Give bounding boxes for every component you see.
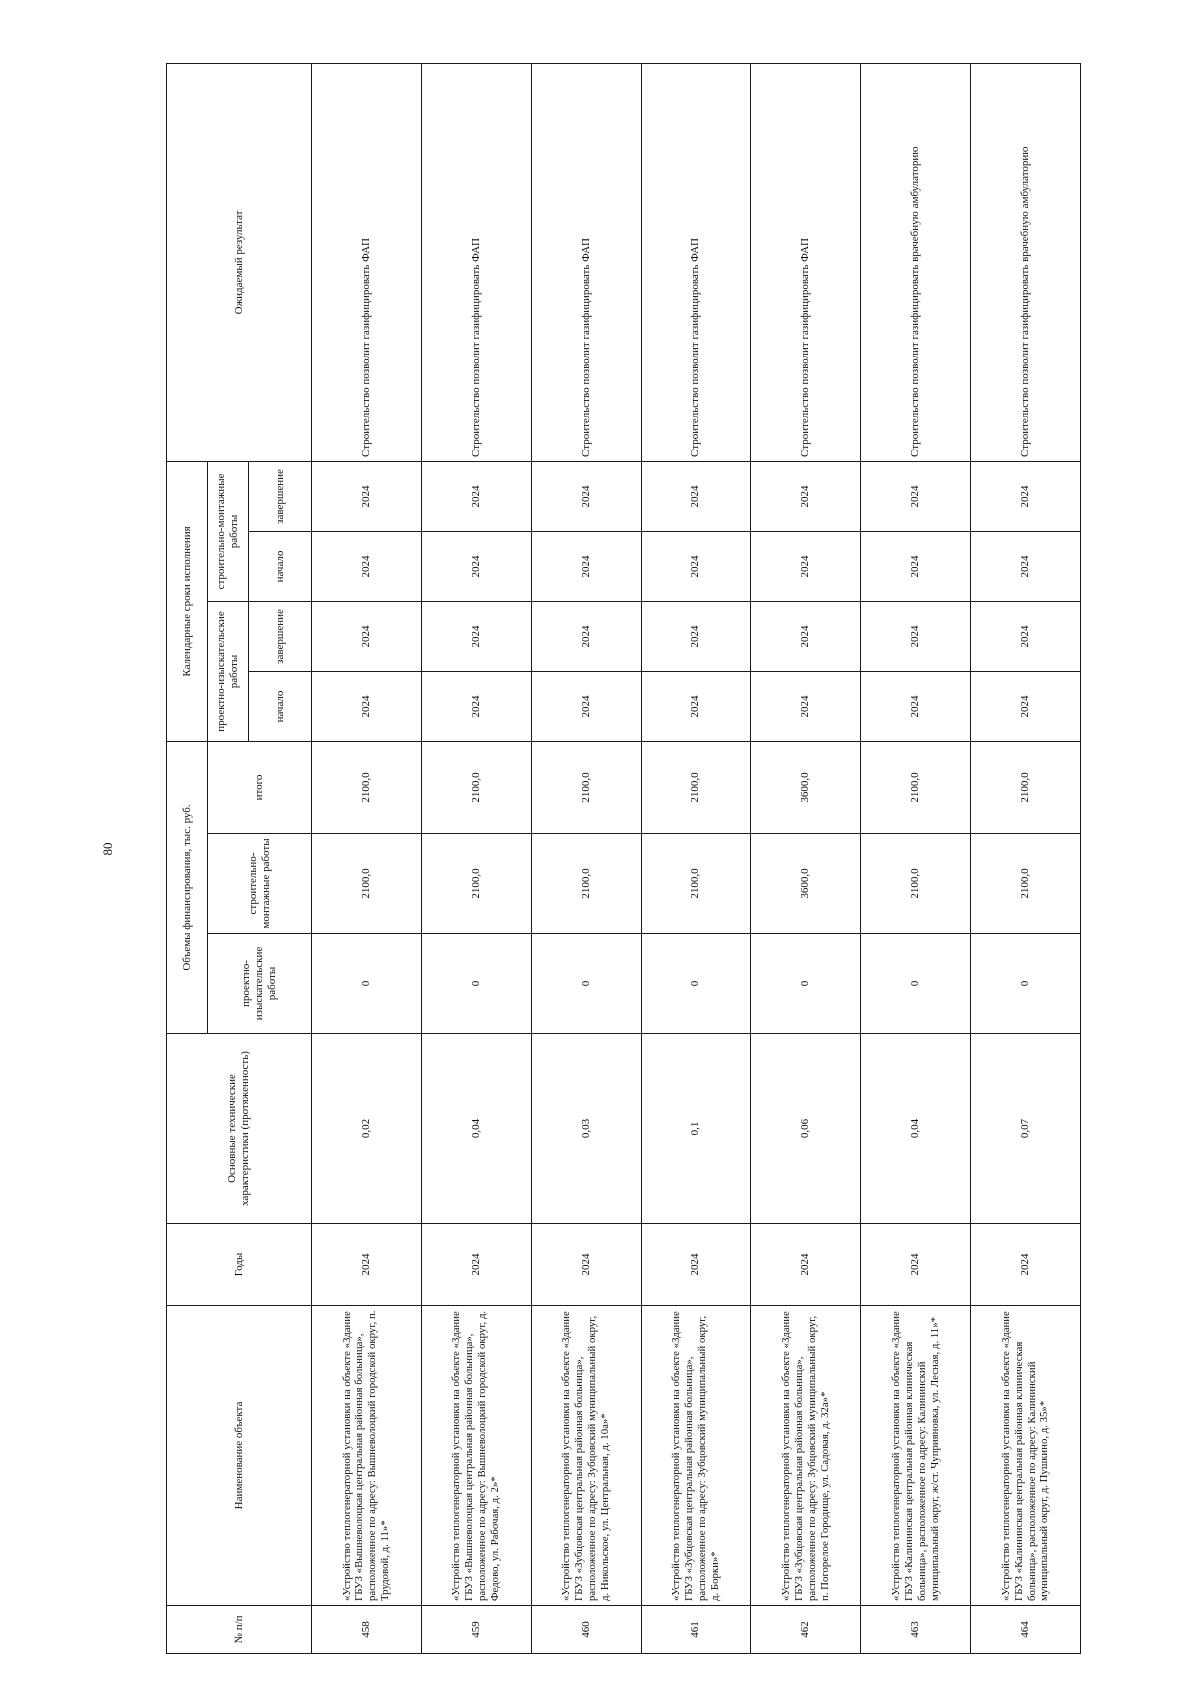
row-year: 2024 (641, 1224, 751, 1306)
row-funding-build: 2100,0 (312, 834, 422, 934)
row-funding-total: 3600,0 (751, 741, 861, 833)
row-name: «Устройство теплогенераторной установки на объекте «Здание ГБУЗ «Зубцовская центральная районная больница», расположенное по адресу: Зубцовский муниципальный округ, д. Никольское, ул. Центральная, д. 10а»* (531, 1306, 641, 1606)
row-result: Строительство позволит газифицировать ФАП (751, 63, 861, 461)
row-funding-build: 2100,0 (531, 834, 641, 934)
header-years: Годы (167, 1224, 312, 1306)
row-num: 464 (971, 1606, 1081, 1654)
row-design-end: 2024 (971, 601, 1081, 671)
row-tech: 0,03 (531, 1034, 641, 1224)
row-design-start: 2024 (641, 671, 751, 741)
row-build-start: 2024 (971, 531, 1081, 601)
header-num: № п/п (167, 1606, 312, 1654)
row-name: «Устройство теплогенераторной установки на объекте «Здание ГБУЗ «Зубцовская центральная районная больница», расположенное по адресу: Зубцовский муниципальный округ, п. Погорелое Городище, ул. Садовая, д. 32а»* (751, 1306, 861, 1606)
table-row (751, 63, 861, 1653)
row-year: 2024 (312, 1224, 422, 1306)
row-tech: 0,06 (751, 1034, 861, 1224)
header-result: Ожидаемый результат (167, 63, 312, 461)
row-funding-build: 2100,0 (421, 834, 531, 934)
row-design-end: 2024 (531, 601, 641, 671)
row-design-start: 2024 (531, 671, 641, 741)
row-design-start: 2024 (312, 671, 422, 741)
row-funding-design: 0 (751, 934, 861, 1034)
header-build-works: строительно-монтажные работы (208, 461, 249, 601)
row-funding-design: 0 (971, 934, 1081, 1034)
row-funding-total: 2100,0 (971, 741, 1081, 833)
row-num: 459 (421, 1606, 531, 1654)
row-year: 2024 (421, 1224, 531, 1306)
row-funding-build: 2100,0 (861, 834, 971, 934)
row-num: 462 (751, 1606, 861, 1654)
row-result: Строительство позволит газифицировать ФАП (312, 63, 422, 461)
row-funding-total: 2100,0 (421, 741, 531, 833)
row-tech: 0,02 (312, 1034, 422, 1224)
table-row (312, 63, 422, 1653)
header-tech: Основные технические характеристики (протяженность) (167, 1034, 312, 1224)
header-funding: Объемы финансирования, тыс. руб. (167, 741, 208, 1033)
row-year: 2024 (861, 1224, 971, 1306)
row-design-start: 2024 (751, 671, 861, 741)
row-result: Строительство позволит газифицировать ФАП (421, 63, 531, 461)
row-build-end: 2024 (312, 461, 422, 531)
row-num: 458 (312, 1606, 422, 1654)
row-design-end: 2024 (751, 601, 861, 671)
row-funding-total: 2100,0 (861, 741, 971, 833)
rotated-table-container (166, 64, 1081, 1654)
row-build-start: 2024 (531, 531, 641, 601)
row-build-end: 2024 (531, 461, 641, 531)
investment-table (166, 63, 1081, 1654)
row-funding-design: 0 (641, 934, 751, 1034)
header-build-start: начало (249, 531, 312, 601)
row-design-start: 2024 (421, 671, 531, 741)
row-build-start: 2024 (421, 531, 531, 601)
row-funding-design: 0 (312, 934, 422, 1034)
row-year: 2024 (971, 1224, 1081, 1306)
row-tech: 0,07 (971, 1034, 1081, 1224)
table-row (861, 63, 971, 1653)
header-design-end: завершение (249, 601, 312, 671)
row-funding-total: 2100,0 (641, 741, 751, 833)
row-build-start: 2024 (641, 531, 751, 601)
header-design-works: проектно-изыскательские работы (208, 601, 249, 741)
row-funding-total: 2100,0 (531, 741, 641, 833)
table-row (531, 63, 641, 1653)
row-build-end: 2024 (751, 461, 861, 531)
table-row (421, 63, 531, 1653)
row-build-end: 2024 (861, 461, 971, 531)
row-funding-design: 0 (531, 934, 641, 1034)
row-name: «Устройство теплогенераторной установки на объекте «Здание ГБУЗ «Калининская центральная районная клиническая больница», расположенное по адресу: Калининский муниципальный округ, д. Пушкино, д. 35»* (971, 1306, 1081, 1606)
row-funding-total: 2100,0 (312, 741, 422, 833)
header-funding-build: строительно-монтажные работы (208, 834, 312, 934)
row-result: Строительство позволит газифицировать врачебную амбулаторию (971, 63, 1081, 461)
row-design-end: 2024 (421, 601, 531, 671)
header-design-start: начало (249, 671, 312, 741)
row-tech: 0,04 (421, 1034, 531, 1224)
row-name: «Устройство теплогенераторной установки на объекте «Здание ГБУЗ «Зубцовская центральная районная больница», расположенное по адресу: Зубцовский муниципальный округ, д. Борки»* (641, 1306, 751, 1606)
table-row (641, 63, 751, 1653)
row-funding-design: 0 (421, 934, 531, 1034)
row-design-end: 2024 (641, 601, 751, 671)
table-row (971, 63, 1081, 1653)
row-name: «Устройство теплогенераторной установки на объекте «Здание ГБУЗ «Калининская центральная районная клиническая больница», расположенное по адресу: Калининский муниципальный округ, ж/ст. Чуприяновка, ул. Лесная, д. 11»* (861, 1306, 971, 1606)
row-tech: 0,1 (641, 1034, 751, 1224)
header-funding-total: итого (208, 741, 312, 833)
header-name: Наименование объекта (167, 1306, 312, 1606)
row-build-start: 2024 (312, 531, 422, 601)
row-build-start: 2024 (751, 531, 861, 601)
row-design-start: 2024 (971, 671, 1081, 741)
row-year: 2024 (751, 1224, 861, 1306)
row-funding-build: 2100,0 (641, 834, 751, 934)
header-funding-design: проектно-изыскательские работы (208, 934, 312, 1034)
row-name: «Устройство теплогенераторной установки на объекте «Здание ГБУЗ «Вышневолоцкая центральная районная больница», расположенное по адресу: Вышневолоцкий городской округ, п. Трудовой, д. 11»* (312, 1306, 422, 1606)
row-name: «Устройство теплогенераторной установки на объекте «Здание ГБУЗ «Вышневолоцкая центральная районная больница», расположенное по адресу: Вышневолоцкий городской округ, д. Федово, ул. Рабочая, д. 2»* (421, 1306, 531, 1606)
row-result: Строительство позволит газифицировать ФАП (641, 63, 751, 461)
row-year: 2024 (531, 1224, 641, 1306)
row-design-start: 2024 (861, 671, 971, 741)
row-num: 460 (531, 1606, 641, 1654)
row-build-end: 2024 (421, 461, 531, 531)
row-design-end: 2024 (861, 601, 971, 671)
row-tech: 0,04 (861, 1034, 971, 1224)
row-build-start: 2024 (861, 531, 971, 601)
row-num: 461 (641, 1606, 751, 1654)
row-result: Строительство позволит газифицировать ФАП (531, 63, 641, 461)
row-num: 463 (861, 1606, 971, 1654)
row-design-end: 2024 (312, 601, 422, 671)
row-build-end: 2024 (971, 461, 1081, 531)
row-build-end: 2024 (641, 461, 751, 531)
page-number: 80 (100, 842, 115, 856)
row-result: Строительство позволит газифицировать врачебную амбулаторию (861, 63, 971, 461)
row-funding-build: 2100,0 (971, 834, 1081, 934)
header-deadlines: Календарные сроки исполнения (167, 461, 208, 741)
row-funding-build: 3600,0 (751, 834, 861, 934)
row-funding-design: 0 (861, 934, 971, 1034)
header-build-end: завершение (249, 461, 312, 531)
